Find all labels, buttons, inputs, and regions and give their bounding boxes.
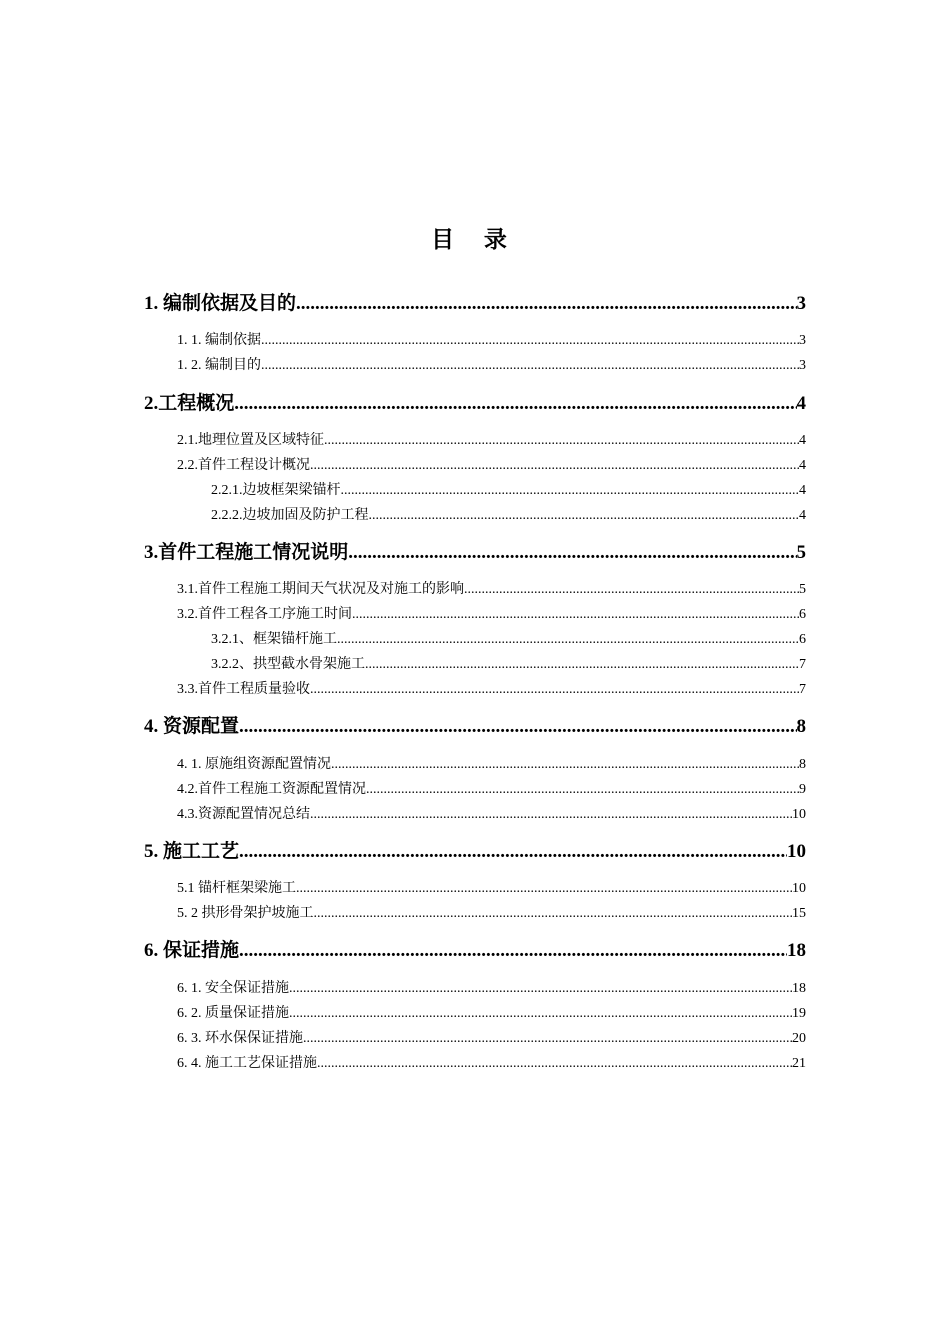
toc-page-number: 4	[799, 483, 806, 498]
toc-entry-2-2[interactable]	[177, 456, 806, 476]
toc-entry-label: 3.2.首件工程各工序施工时间	[177, 607, 352, 622]
dot-leader	[348, 540, 796, 566]
toc-page-number: 9	[799, 782, 806, 797]
dot-leader	[331, 755, 799, 775]
toc-entry-label: 1. 编制依据及目的	[144, 293, 297, 314]
toc-entry-label: 3.首件工程施工情况说明	[144, 542, 349, 563]
toc-page-number: 18	[792, 981, 806, 996]
toc-entry-label: 6. 1. 安全保证措施	[177, 981, 289, 996]
toc-page-number: 10	[787, 841, 806, 862]
toc-entry-1-1[interactable]	[177, 331, 806, 351]
dot-leader	[296, 291, 796, 317]
dot-leader	[464, 580, 799, 600]
toc-entry-4-1[interactable]	[177, 755, 806, 775]
dot-leader	[303, 1029, 792, 1049]
dot-leader	[239, 714, 796, 740]
toc-entry-label: 4. 1. 原施组资源配置情况	[177, 757, 331, 772]
toc-entry-label: 6. 3. 环水保保证措施	[177, 1031, 303, 1046]
toc-entry-5-2[interactable]	[177, 904, 806, 924]
dot-leader	[365, 655, 799, 675]
toc-entry-3-1[interactable]	[177, 580, 806, 600]
toc-page-number: 18	[787, 940, 806, 961]
toc-entry-6-3[interactable]	[177, 1029, 806, 1049]
toc-entry-6-1[interactable]	[177, 979, 806, 999]
dot-leader	[239, 938, 787, 964]
toc-page-number: 8	[799, 757, 806, 772]
toc-page-number: 10	[792, 807, 806, 822]
toc-page-number: 10	[792, 881, 806, 896]
toc-entry-2-2-2[interactable]	[211, 506, 806, 526]
toc-page-number: 4	[799, 508, 806, 523]
toc-entry-label: 3.1.首件工程施工期间天气状况及对施工的影响	[177, 582, 464, 597]
toc-entry-label: 3.2.1、框架锚杆施工	[211, 632, 337, 647]
toc-page-number: 7	[799, 657, 806, 672]
toc-entry-4-3[interactable]	[177, 805, 806, 825]
dot-leader	[261, 331, 799, 351]
toc-entry-2-1[interactable]	[177, 431, 806, 451]
toc-page-number: 21	[792, 1056, 806, 1071]
toc-entry-6-4[interactable]	[177, 1054, 806, 1074]
toc-page-number: 3	[799, 358, 806, 373]
dot-leader	[289, 979, 792, 999]
dot-leader	[261, 356, 799, 376]
toc-page-number: 4	[799, 433, 806, 448]
toc-page-number: 6	[799, 632, 806, 647]
toc-entry-chapter-2[interactable]	[144, 391, 806, 417]
toc-page-number: 6	[799, 607, 806, 622]
toc-entry-label: 2.2.首件工程设计概况	[177, 458, 310, 473]
toc-entry-label: 4.2.首件工程施工资源配置情况	[177, 782, 366, 797]
toc-page-number: 4	[799, 458, 806, 473]
toc-entry-chapter-4[interactable]	[144, 714, 806, 740]
toc-page-number: 4	[796, 393, 806, 414]
toc-entry-1-2[interactable]	[177, 356, 806, 376]
dot-leader	[337, 630, 799, 650]
toc-entry-label: 2.2.1.边坡框架梁锚杆	[211, 483, 341, 498]
toc-entry-label: 5.1 锚杆框架梁施工	[177, 881, 296, 896]
toc-entry-5-1[interactable]	[177, 879, 806, 899]
toc-page-number: 20	[792, 1031, 806, 1046]
dot-leader	[289, 1004, 792, 1024]
toc-entry-3-2-1[interactable]	[211, 630, 806, 650]
dot-leader	[324, 431, 799, 451]
toc-entry-label: 4.3.资源配置情况总结	[177, 807, 310, 822]
toc-entry-3-2[interactable]	[177, 605, 806, 625]
dot-leader	[239, 839, 787, 865]
toc-entry-label: 6. 保证措施	[144, 940, 240, 961]
toc-page-number: 7	[799, 682, 806, 697]
dot-leader	[317, 1054, 792, 1074]
toc-page-number: 5	[799, 582, 806, 597]
toc-entry-4-2[interactable]	[177, 780, 806, 800]
toc-entry-label: 5. 2 拱形骨架护坡施工	[177, 906, 314, 921]
toc-entry-6-2[interactable]	[177, 1004, 806, 1024]
toc-entry-3-3[interactable]	[177, 680, 806, 700]
dot-leader	[369, 506, 800, 526]
toc-page-number: 8	[796, 716, 806, 737]
dot-leader	[341, 481, 800, 501]
dot-leader	[314, 904, 793, 924]
toc-page-number: 5	[796, 542, 806, 563]
toc-entry-label: 2.工程概况	[144, 393, 235, 414]
toc-entry-label: 1. 1. 编制依据	[177, 333, 261, 348]
toc-entry-chapter-5[interactable]	[144, 839, 806, 865]
toc-entry-label: 2.2.2.边坡加固及防护工程	[211, 508, 369, 523]
dot-leader	[310, 805, 792, 825]
toc-entry-label: 2.1.地理位置及区域特征	[177, 433, 324, 448]
dot-leader	[296, 879, 792, 899]
toc-entry-label: 3.3.首件工程质量验收	[177, 682, 310, 697]
toc-entry-label: 6. 4. 施工工艺保证措施	[177, 1056, 317, 1071]
dot-leader	[310, 680, 799, 700]
dot-leader	[310, 456, 799, 476]
dot-leader	[366, 780, 799, 800]
dot-leader	[352, 605, 799, 625]
toc-page-number: 3	[796, 293, 806, 314]
toc-page-number: 3	[799, 333, 806, 348]
toc-entry-label: 5. 施工工艺	[144, 841, 240, 862]
toc-entry-label: 4. 资源配置	[144, 716, 240, 737]
dot-leader	[234, 391, 796, 417]
toc-entry-label: 6. 2. 质量保证措施	[177, 1006, 289, 1021]
toc-entry-chapter-1[interactable]	[144, 291, 806, 317]
toc-entry-2-2-1[interactable]	[211, 481, 806, 501]
toc-entry-label: 3.2.2、拱型截水骨架施工	[211, 657, 365, 672]
toc-entry-chapter-6[interactable]	[144, 938, 806, 964]
toc-entry-3-2-2[interactable]	[211, 655, 806, 675]
toc-entry-chapter-3[interactable]	[144, 540, 806, 566]
toc-page-number: 15	[792, 906, 806, 921]
toc-entry-label: 1. 2. 编制目的	[177, 358, 261, 373]
toc-title: 目 录	[431, 227, 519, 252]
toc-page-number: 19	[792, 1006, 806, 1021]
